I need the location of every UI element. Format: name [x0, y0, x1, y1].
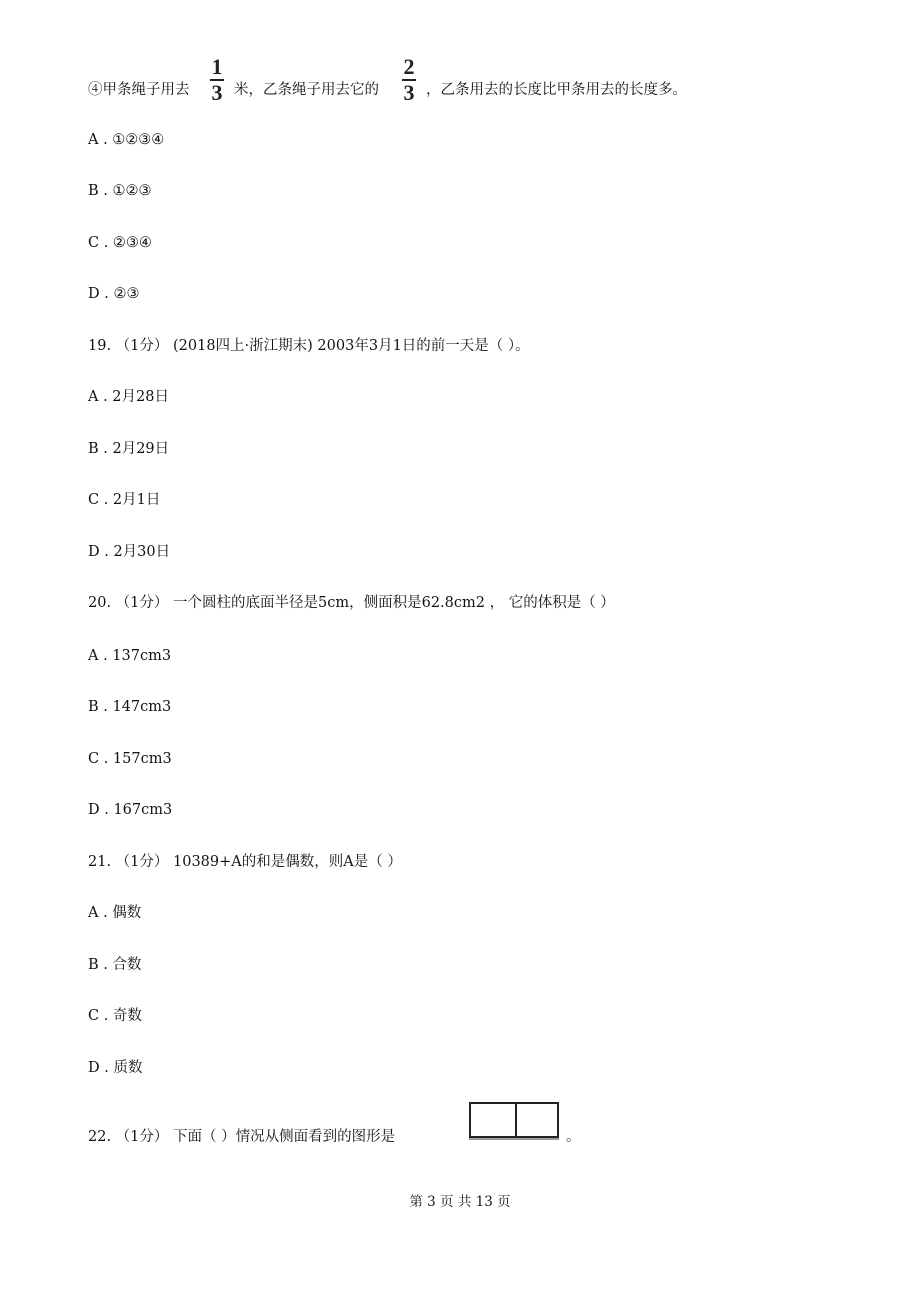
fraction-numerator: 1: [211, 54, 223, 79]
q18-statement-4c: ，乙条用去的长度比甲条用去的长度多。: [426, 82, 687, 98]
q21-option-d[interactable]: D . 质数: [88, 1060, 143, 1076]
q21-option-b[interactable]: B . 合数: [88, 957, 142, 973]
q19-question: 19. （1分） (2018四上·浙江期末) 2003年3月1日的前一天是（ ）。: [88, 338, 530, 354]
q18-option-d[interactable]: D . ②③: [88, 286, 140, 302]
q19-option-a[interactable]: A . 2月28日: [88, 389, 169, 405]
q19-option-c[interactable]: C . 2月1日: [88, 492, 161, 508]
fraction-denominator: 3: [211, 80, 223, 105]
q18-option-b[interactable]: B . ①②③: [88, 183, 152, 199]
q20-option-b[interactable]: B . 147cm3: [88, 699, 172, 715]
q22-question-end: 。: [566, 1129, 581, 1145]
q18-option-c[interactable]: C . ②③④: [88, 235, 152, 251]
fraction-two-thirds: [400, 56, 418, 104]
q20-question: 20. （1分） 一个圆柱的底面半径是5cm，侧面积是62.8cm2 ， 它的体积是（ ）: [88, 595, 615, 611]
fraction-numerator: 2: [403, 54, 415, 79]
q20-option-a[interactable]: A . 137cm3: [88, 648, 172, 664]
q20-option-d[interactable]: D . 167cm3: [88, 802, 173, 818]
q21-option-a[interactable]: A . 偶数: [88, 905, 142, 921]
q18-statement-4a: ④甲条绳子用去: [88, 82, 190, 98]
fraction-denominator: 3: [403, 80, 415, 105]
q19-option-d[interactable]: D . 2月30日: [88, 544, 171, 560]
q20-option-c[interactable]: C . 157cm3: [88, 751, 172, 767]
q18-option-a[interactable]: A . ①②③④: [88, 132, 165, 148]
fraction-one-third: [208, 56, 226, 104]
page-footer: 第 3 页 共 13 页: [409, 1194, 511, 1210]
q18-statement-4b: 米，乙条绳子用去它的: [234, 82, 379, 98]
q19-option-b[interactable]: B . 2月29日: [88, 441, 170, 457]
q22-question: 22. （1分） 下面（ ）情况从侧面看到的图形是: [88, 1129, 396, 1145]
q21-option-c[interactable]: C . 奇数: [88, 1008, 142, 1024]
q21-question: 21. （1分） 10389+A的和是偶数，则A是（ ）: [88, 854, 402, 870]
two-squares-figure: [469, 1102, 559, 1138]
